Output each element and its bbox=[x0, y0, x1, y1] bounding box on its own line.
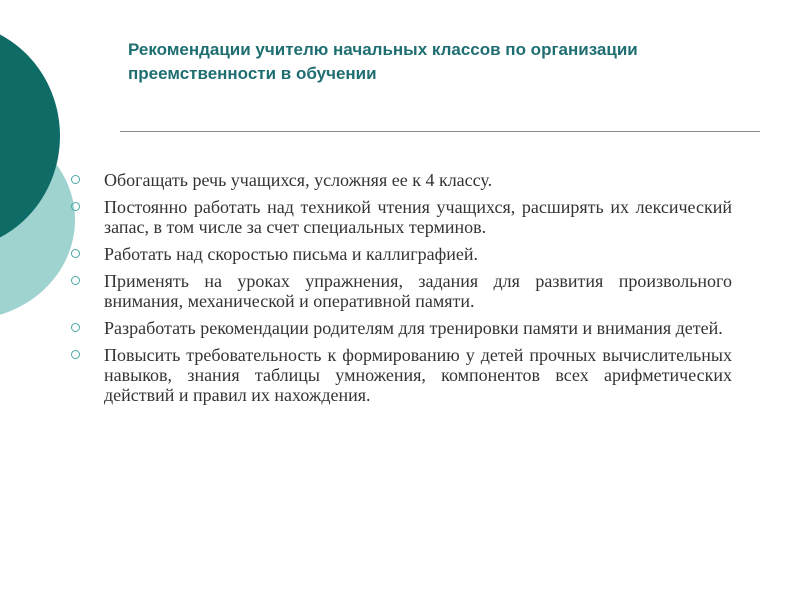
bullet-item bbox=[70, 197, 732, 237]
bullet-text: Повысить требовательность к формированию у детей прочных вычислительных навыков, знания таблицы умножения, компонентов всех арифметических действий и правил их нахождения. bbox=[104, 345, 732, 405]
slide-title: Рекомендации учителю начальных классов по организации преемственности в обучении bbox=[128, 40, 638, 83]
bullet-text: Обогащать речь учащихся, усложняя ее к 4 классу. bbox=[104, 170, 493, 190]
bullet-text: Применять на уроках упражнения, задания для развития произвольного внимания, механической и оперативной памяти. bbox=[104, 271, 732, 311]
bullet-item bbox=[70, 318, 732, 338]
bullet-item bbox=[70, 244, 732, 264]
hollow-circle-bullet-icon bbox=[71, 350, 80, 359]
hollow-circle-bullet-icon bbox=[71, 249, 80, 258]
title-divider bbox=[120, 131, 760, 132]
bullet-text: Работать над скоростью письма и каллиграфией. bbox=[104, 244, 479, 264]
hollow-circle-bullet-icon bbox=[71, 276, 80, 285]
bullet-text: Разработать рекомендации родителям для тренировки памяти и внимания детей. bbox=[104, 318, 723, 338]
hollow-circle-bullet-icon bbox=[71, 175, 80, 184]
bullet-item bbox=[70, 170, 732, 190]
bullet-item bbox=[70, 345, 732, 405]
hollow-circle-bullet-icon bbox=[71, 202, 80, 211]
bullet-item bbox=[70, 271, 732, 311]
hollow-circle-bullet-icon bbox=[71, 323, 80, 332]
bullet-text: Постоянно работать над техникой чтения учащихся, расширять их лексический запас, в том числе за счет специальных терминов. bbox=[104, 197, 732, 237]
bullet-list bbox=[70, 170, 732, 412]
